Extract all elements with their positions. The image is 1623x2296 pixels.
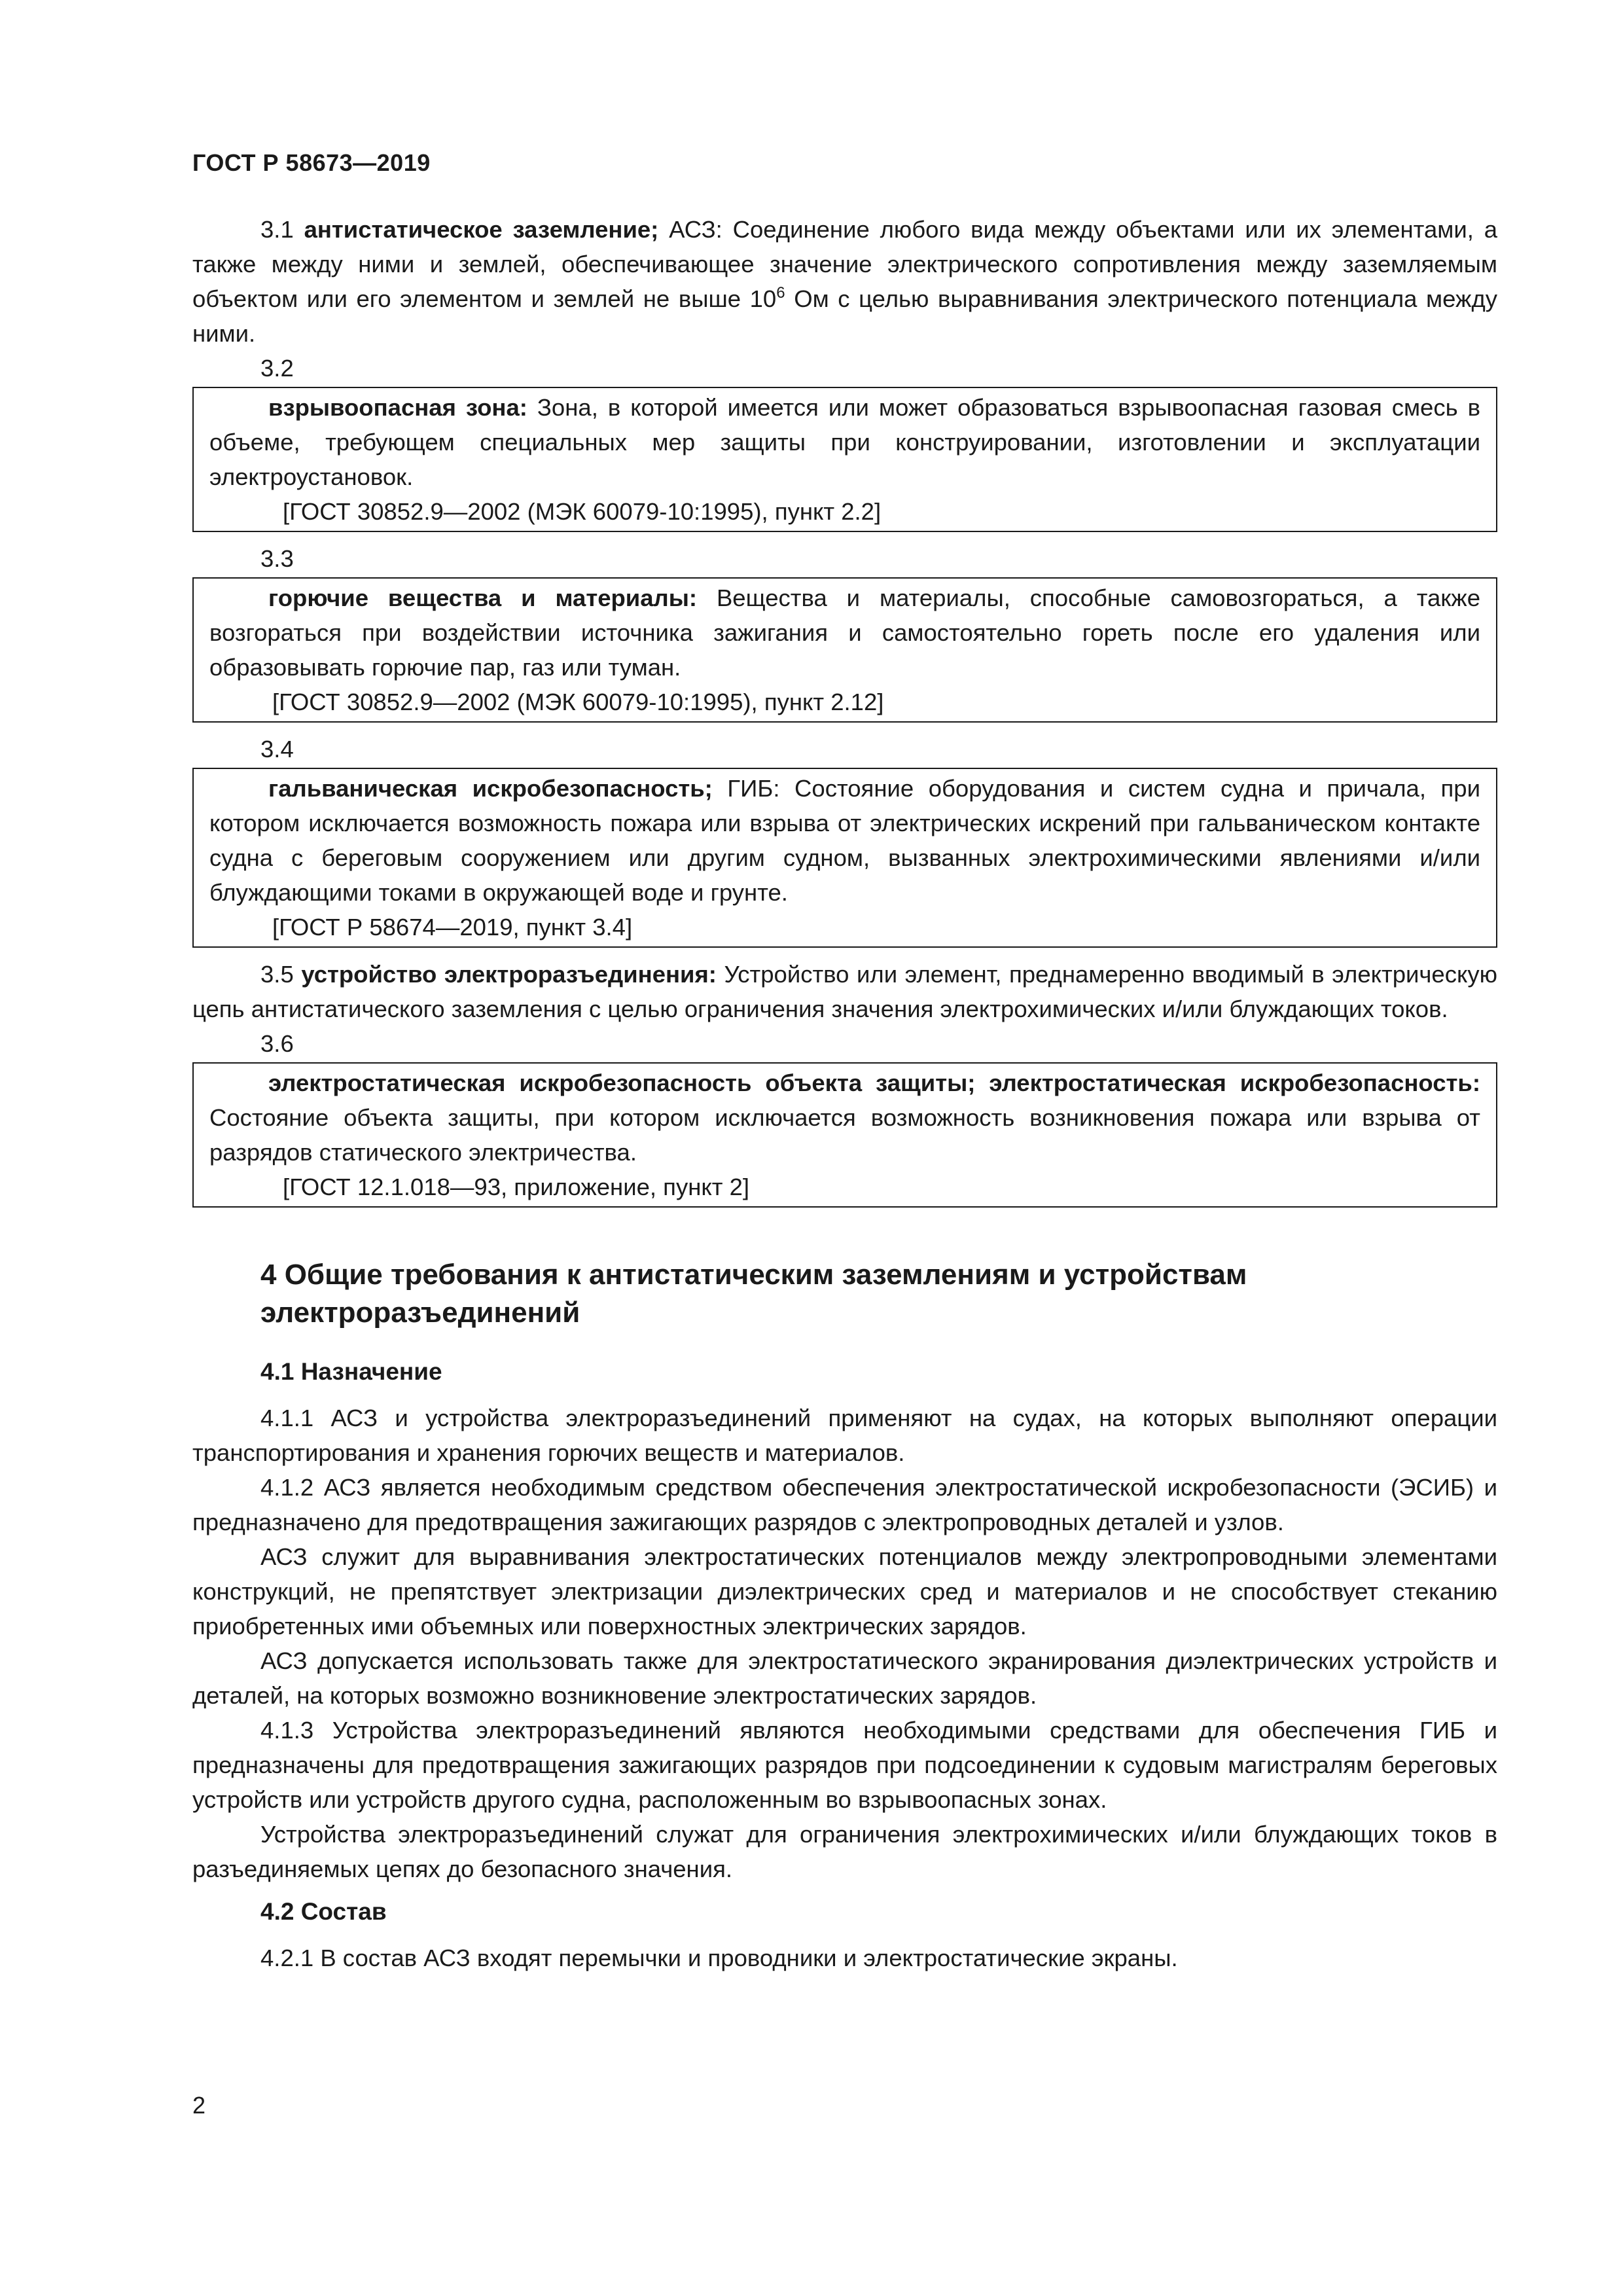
term-3-1	[192, 212, 1497, 351]
term-box-3-4	[192, 768, 1497, 948]
subsection-4-2-heading: 4.2 Состав	[260, 1898, 387, 1925]
term-reference: [ГОСТ 12.1.018—93, приложение, пункт 2]	[283, 1174, 750, 1200]
term-name: устройство электроразъединения:	[301, 961, 717, 988]
term-name: горючие вещества и материалы:	[268, 584, 698, 611]
term-reference: [ГОСТ 30852.9—2002 (МЭК 60079-10:1995), пункт 2.2]	[283, 498, 882, 525]
section-4-heading: 4 Общие требования к антистатическим заземлениям и устройствам электроразъединений	[260, 1259, 1247, 1329]
clause-4-1-2-paragraph: АСЗ служит для выравнивания электростатических потенциалов между электропроводными элементами конструкций, не препятствует электризации диэлектрических сред и материалов и не способствует стеканию приобретенных ими объемных или поверхностных электрических зарядов.	[192, 1543, 1497, 1640]
term-name: гальваническая искробезопасность;	[268, 775, 713, 802]
page-content	[192, 212, 1497, 1975]
exponent: 6	[776, 284, 785, 302]
term-definition-end: Ом с целью выравнивания электрического потенциала между ними.	[192, 285, 1497, 347]
term-3-3	[209, 581, 1480, 685]
clause-4-1-3-paragraph: Устройства электроразъединений служат для ограничения электрохимических и/или блуждающих токов в разъединяемых цепях до безопасного значения.	[192, 1821, 1497, 1882]
term-number: 3.1	[260, 216, 294, 243]
term-3-2	[209, 390, 1480, 494]
clause-4-1-2: 4.1.2 АСЗ является необходимым средством обеспечения электростатической искробезопасности (ЭСИБ) и предназначено для предотвращения зажигающих разрядов с электропроводных деталей и узлов.	[192, 1474, 1497, 1535]
term-box-3-2	[192, 387, 1497, 532]
term-number: 3.6	[260, 1030, 294, 1057]
term-definition: Зона, в которой имеется или может образоваться взрывоопасная газовая смесь в объеме, требующем специальных мер защиты при конструировании, изготовлении и эксплуатации электроустановок.	[209, 394, 1480, 490]
term-name: антистатическое заземление;	[304, 216, 659, 243]
clause-4-2-1: 4.2.1 В состав АСЗ входят перемычки и проводники и электростатические экраны.	[260, 1945, 1178, 1971]
term-name: электростатическая искробезопасность объекта защиты; электростатическая искробезопасность:	[268, 1069, 1480, 1096]
term-reference: [ГОСТ 30852.9—2002 (МЭК 60079-10:1995), пункт 2.12]	[272, 689, 884, 715]
clause-4-1-3: 4.1.3 Устройства электроразъединений являются необходимыми средствами для обеспечения ГИБ и предназначены для предотвращения зажигающих разрядов при подсоединении к судовым магистралям береговых устройств или устройств другого судна, расположенным во взрывоопасных зонах.	[192, 1717, 1497, 1813]
term-reference: [ГОСТ Р 58674—2019, пункт 3.4]	[272, 914, 633, 941]
term-definition: Состояние объекта защиты, при котором исключается возможность возникновения пожара или взрыва от разрядов статического электричества.	[209, 1104, 1480, 1166]
subsection-4-1-heading: 4.1 Назначение	[260, 1358, 442, 1385]
term-number: 3.2	[260, 355, 294, 382]
page-number: 2	[192, 2092, 206, 2119]
term-number: 3.5	[260, 961, 294, 988]
term-definition: АСЗ: Соединение любого вида между объектами или их элементами, а также между ними и землей, обеспечивающее значение электрического сопротивления между заземляемым объектом или его элементом и землей не выше 10	[192, 216, 1497, 312]
term-3-4	[209, 771, 1480, 910]
term-number: 3.3	[260, 545, 294, 572]
term-box-3-6	[192, 1062, 1497, 1208]
term-definition: ГИБ: Состояние оборудования и систем судна и причала, при котором исключается возможность пожара или взрыва от электрических искрений при гальваническом контакте судна с береговым сооружением или другим судном, вызванных электрохимическими явлениями и/или блуждающими токами в окружающей воде и грунте.	[209, 775, 1480, 906]
document-header: ГОСТ Р 58673—2019	[192, 149, 431, 176]
term-box-3-3	[192, 577, 1497, 723]
term-definition: Вещества и материалы, способные самовозгораться, а также возгораться при воздействии источника зажигания и самостоятельно гореть после его удаления или образовывать горючие пар, газ или туман.	[209, 584, 1480, 681]
term-3-6	[209, 1066, 1480, 1170]
term-number: 3.4	[260, 736, 294, 762]
clause-4-1-1: 4.1.1 АСЗ и устройства электроразъединений применяют на судах, на которых выполняют операции транспортирования и хранения горючих веществ и материалов.	[192, 1405, 1497, 1466]
term-3-5	[192, 957, 1497, 1026]
term-name: взрывоопасная зона:	[268, 394, 527, 421]
term-definition: Устройство или элемент, преднамеренно вводимый в электрическую цепь антистатического заземления с целью ограничения значения электрохимических и/или блуждающих токов.	[192, 961, 1497, 1022]
clause-4-1-2-paragraph: АСЗ допускается использовать также для электростатического экранирования диэлектрических устройств и деталей, на которых возможно возникновение электростатических зарядов.	[192, 1647, 1497, 1709]
